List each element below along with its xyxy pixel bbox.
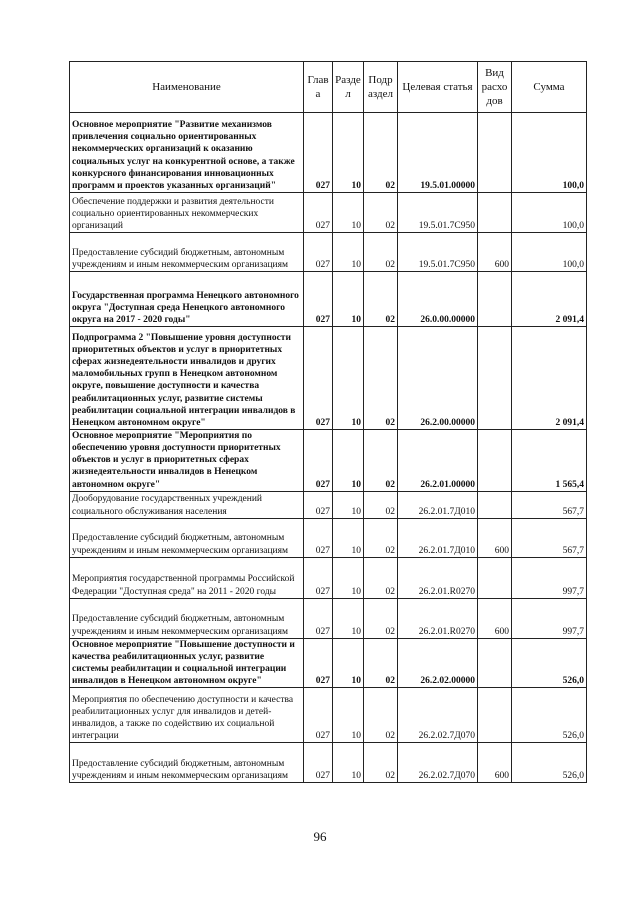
table-row bbox=[70, 233, 587, 272]
cell-target: 26.2.02.7Д070 bbox=[398, 688, 478, 743]
cell-name: Предоставление субсидий бюджетным, автономным учреждениям и иным некоммерческим организациям bbox=[70, 233, 304, 272]
cell-sum: 526,0 bbox=[512, 638, 587, 688]
cell-subsection: 02 bbox=[364, 518, 398, 557]
header-name: Наименование bbox=[70, 62, 304, 113]
cell-type bbox=[478, 327, 512, 430]
cell-sum: 2 091,4 bbox=[512, 327, 587, 430]
cell-section: 10 bbox=[333, 491, 364, 518]
table-row bbox=[70, 327, 587, 430]
cell-target: 26.2.02.00000 bbox=[398, 638, 478, 688]
cell-target: 26.2.01.R0270 bbox=[398, 598, 478, 638]
table-header-row bbox=[70, 62, 587, 113]
table-row bbox=[70, 598, 587, 638]
cell-chapter: 027 bbox=[304, 688, 333, 743]
table-row bbox=[70, 557, 587, 598]
cell-target: 26.2.00.00000 bbox=[398, 327, 478, 430]
table-row bbox=[70, 743, 587, 783]
cell-sum: 526,0 bbox=[512, 743, 587, 783]
cell-name: Предоставление субсидий бюджетным, автономным учреждениям и иным некоммерческим организациям bbox=[70, 743, 304, 783]
cell-sum: 100,0 bbox=[512, 233, 587, 272]
cell-chapter: 027 bbox=[304, 272, 333, 327]
cell-subsection: 02 bbox=[364, 327, 398, 430]
cell-name: Предоставление субсидий бюджетным, автономным учреждениям и иным некоммерческим организациям bbox=[70, 598, 304, 638]
cell-subsection: 02 bbox=[364, 557, 398, 598]
cell-name: Обеспечение поддержки и развития деятельности социально ориентированных некоммерческих организаций bbox=[70, 193, 304, 233]
cell-subsection: 02 bbox=[364, 233, 398, 272]
header-section: Разде л bbox=[333, 62, 364, 113]
cell-name: Дооборудование государственных учреждений социального обслуживания населения bbox=[70, 491, 304, 518]
cell-sum: 567,7 bbox=[512, 518, 587, 557]
cell-chapter: 027 bbox=[304, 327, 333, 430]
cell-name: Мероприятия государственной программы Российской Федерации "Доступная среда" на 2011 - 2020 годы bbox=[70, 557, 304, 598]
cell-chapter: 027 bbox=[304, 518, 333, 557]
cell-chapter: 027 bbox=[304, 638, 333, 688]
table-row bbox=[70, 638, 587, 688]
cell-section: 10 bbox=[333, 327, 364, 430]
header-target: Целевая статья bbox=[398, 62, 478, 113]
cell-sum: 100,0 bbox=[512, 193, 587, 233]
cell-type: 600 bbox=[478, 233, 512, 272]
cell-name: Мероприятия по обеспечению доступности и качества реабилитационных услуг для инвалидов и детей-инвалидов, а также по содействию их социальной интеграции bbox=[70, 688, 304, 743]
cell-name: Основное мероприятие "Мероприятия по обеспечению уровня доступности приоритетных объектов и услуг в приоритетных сферах жизнедеятельности инвалидов в Ненецком автономном округе" bbox=[70, 430, 304, 492]
cell-type bbox=[478, 557, 512, 598]
cell-name: Предоставление субсидий бюджетным, автономным учреждениям и иным некоммерческим организациям bbox=[70, 518, 304, 557]
cell-subsection: 02 bbox=[364, 272, 398, 327]
cell-target: 26.2.02.7Д070 bbox=[398, 743, 478, 783]
cell-section: 10 bbox=[333, 688, 364, 743]
cell-subsection: 02 bbox=[364, 193, 398, 233]
cell-target: 26.2.01.7Д010 bbox=[398, 518, 478, 557]
cell-name: Основное мероприятие "Повышение доступности и качества реабилитационных услуг, развитие системы реабилитации и социальной интеграции инвалидов в Ненецком автономном округе" bbox=[70, 638, 304, 688]
cell-subsection: 02 bbox=[364, 598, 398, 638]
cell-section: 10 bbox=[333, 430, 364, 492]
cell-name: Подпрограмма 2 "Повышение уровня доступности приоритетных объектов и услуг в приоритетных сферах жизнедеятельности инвалидов и других маломобильных групп в Ненецком автономном округе, повышение доступности и качества реабилитационных услуг, развитие системы реабилитации социальной интеграции инвалидов в Ненецком автономном округе" bbox=[70, 327, 304, 430]
table-row bbox=[70, 113, 587, 193]
cell-section: 10 bbox=[333, 518, 364, 557]
cell-chapter: 027 bbox=[304, 743, 333, 783]
table-row bbox=[70, 491, 587, 518]
table-row bbox=[70, 272, 587, 327]
cell-chapter: 027 bbox=[304, 430, 333, 492]
cell-chapter: 027 bbox=[304, 491, 333, 518]
cell-target: 26.2.01.R0270 bbox=[398, 557, 478, 598]
header-type: Вид расхо дов bbox=[478, 62, 512, 113]
table-row bbox=[70, 688, 587, 743]
page-number: 96 bbox=[313, 829, 327, 844]
cell-type bbox=[478, 430, 512, 492]
cell-section: 10 bbox=[333, 233, 364, 272]
cell-type bbox=[478, 193, 512, 233]
cell-type bbox=[478, 113, 512, 193]
cell-subsection: 02 bbox=[364, 430, 398, 492]
header-subsection: Подр аздел bbox=[364, 62, 398, 113]
cell-section: 10 bbox=[333, 113, 364, 193]
cell-subsection: 02 bbox=[364, 491, 398, 518]
cell-sum: 100,0 bbox=[512, 113, 587, 193]
header-chapter: Глав а bbox=[304, 62, 333, 113]
cell-section: 10 bbox=[333, 598, 364, 638]
header-sum: Сумма bbox=[512, 62, 587, 113]
cell-chapter: 027 bbox=[304, 233, 333, 272]
cell-subsection: 02 bbox=[364, 743, 398, 783]
budget-table bbox=[69, 61, 587, 783]
cell-sum: 526,0 bbox=[512, 688, 587, 743]
cell-sum: 997,7 bbox=[512, 598, 587, 638]
table-row bbox=[70, 518, 587, 557]
cell-target: 19.5.01.00000 bbox=[398, 113, 478, 193]
table-row bbox=[70, 193, 587, 233]
cell-subsection: 02 bbox=[364, 638, 398, 688]
cell-type: 600 bbox=[478, 598, 512, 638]
cell-name: Государственная программа Ненецкого автономного округа "Доступная среда Ненецкого автономного округа на 2017 - 2020 годы" bbox=[70, 272, 304, 327]
cell-type: 600 bbox=[478, 743, 512, 783]
cell-subsection: 02 bbox=[364, 113, 398, 193]
cell-type bbox=[478, 688, 512, 743]
table-row bbox=[70, 430, 587, 492]
cell-chapter: 027 bbox=[304, 113, 333, 193]
cell-chapter: 027 bbox=[304, 557, 333, 598]
cell-type bbox=[478, 638, 512, 688]
cell-section: 10 bbox=[333, 638, 364, 688]
cell-target: 26.0.00.00000 bbox=[398, 272, 478, 327]
cell-chapter: 027 bbox=[304, 598, 333, 638]
cell-chapter: 027 bbox=[304, 193, 333, 233]
cell-sum: 2 091,4 bbox=[512, 272, 587, 327]
cell-section: 10 bbox=[333, 557, 364, 598]
cell-section: 10 bbox=[333, 272, 364, 327]
cell-target: 19.5.01.7С950 bbox=[398, 233, 478, 272]
cell-target: 19.5.01.7С950 bbox=[398, 193, 478, 233]
cell-type bbox=[478, 491, 512, 518]
cell-section: 10 bbox=[333, 193, 364, 233]
cell-sum: 997,7 bbox=[512, 557, 587, 598]
cell-subsection: 02 bbox=[364, 688, 398, 743]
cell-type: 600 bbox=[478, 518, 512, 557]
cell-name: Основное мероприятие "Развитие механизмов привлечения социально ориентированных некоммерческих организаций к оказанию социальных услуг на конкурентной основе, а также конкурсного финансирования инновационных программ и проектов указанных организаций" bbox=[70, 113, 304, 193]
cell-section: 10 bbox=[333, 743, 364, 783]
cell-target: 26.2.01.00000 bbox=[398, 430, 478, 492]
cell-sum: 1 565,4 bbox=[512, 430, 587, 492]
cell-target: 26.2.01.7Д010 bbox=[398, 491, 478, 518]
cell-type bbox=[478, 272, 512, 327]
cell-sum: 567,7 bbox=[512, 491, 587, 518]
